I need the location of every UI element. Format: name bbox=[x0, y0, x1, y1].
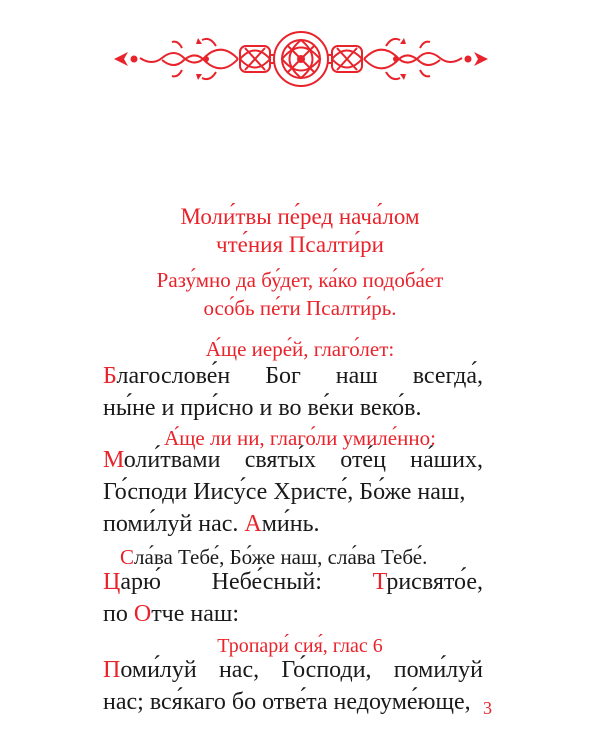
prayer-text: поми́луй нас. bbox=[103, 511, 245, 537]
rubric-troparia: Тропари́ сия́, глас 6 bbox=[217, 635, 383, 657]
drop-letter: О bbox=[133, 601, 152, 627]
glory-text: ла́ва Тебе́, Бо́же наш, сла́ва Тебе́. bbox=[134, 545, 428, 569]
blessing-line-1 bbox=[103, 360, 483, 392]
subtitle-line-1: Разу́мно да бу́дет, ка́ко подоба́ет bbox=[156, 268, 444, 292]
tsaryu-text: арю́ Небе́сный: bbox=[120, 569, 373, 595]
subtitle-line-2: осо́бь пе́ти Псалти́рь. bbox=[203, 296, 397, 320]
drop-letter: А bbox=[244, 511, 262, 537]
page-number: 3 bbox=[483, 698, 492, 718]
drop-letter: Т bbox=[372, 569, 387, 595]
drop-letter: Ц bbox=[103, 569, 121, 595]
tsaryu-line bbox=[103, 566, 483, 598]
blessing-line-2: ны́не и при́сно и во ве́ки веко́в. bbox=[103, 395, 422, 421]
drop-letter: М bbox=[103, 447, 124, 473]
rubric-layman: А́ще ли ни, глаго́ли умиле́нно: bbox=[164, 426, 436, 450]
page-title-line-1: Моли́твы пе́ред нача́лом bbox=[180, 204, 420, 229]
prayer-line-3 bbox=[103, 508, 483, 540]
drop-letter: С bbox=[120, 545, 135, 569]
rubric-priest: А́ще иере́й, глаго́лет: bbox=[205, 337, 395, 361]
drop-letter: Б bbox=[103, 363, 117, 389]
prayer-line-1 bbox=[103, 444, 483, 476]
prayer-line-2: Го́споди Иису́се Христе́, Бо́же наш, bbox=[103, 479, 466, 505]
troparion-line-2: нас; вся́каго бо отве́та недоуме́юще, bbox=[103, 689, 471, 715]
otche-line bbox=[103, 598, 483, 630]
tsaryu-text: рисвято́е, bbox=[386, 569, 483, 595]
otche-text: тче наш: bbox=[151, 601, 240, 627]
prayer-text: ми́нь. bbox=[261, 511, 320, 537]
troparion-text: оми́луй нас, Го́споди, поми́луй bbox=[120, 657, 483, 683]
drop-letter: П bbox=[103, 657, 121, 683]
troparion-line-1 bbox=[103, 654, 483, 686]
otche-text: по bbox=[103, 601, 134, 627]
blessing-text: лагослове́н Бог наш всегда́, bbox=[116, 363, 483, 389]
page-title-line-2: чте́ния Псалти́ри bbox=[216, 232, 384, 257]
headpiece-ornament-icon bbox=[112, 28, 490, 90]
prayer-text: оли́твами святы́х оте́ц на́ших, bbox=[123, 447, 483, 473]
